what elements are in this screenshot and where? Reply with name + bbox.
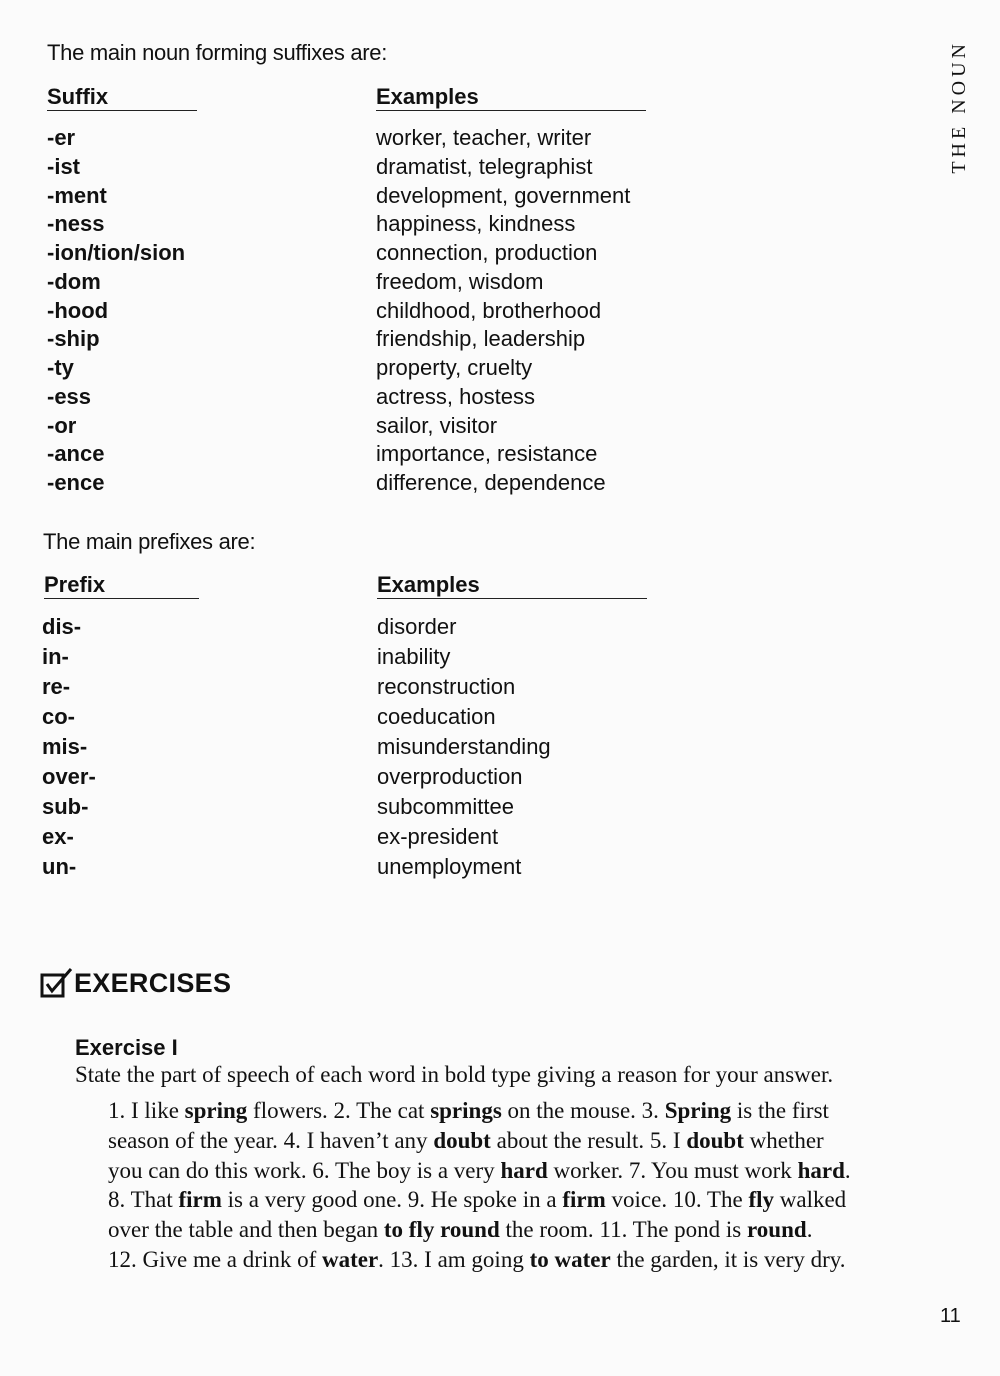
- exercise-line: [108, 1215, 908, 1245]
- prefix-item: over-: [42, 764, 96, 789]
- line-text: the garden, it is very dry.: [610, 1246, 846, 1272]
- exercises-heading: [40, 966, 231, 1000]
- suffix-item: -dom: [47, 268, 101, 294]
- suffix-example-item: importance, resistance: [376, 441, 598, 467]
- prefix-example-item: misunderstanding: [377, 734, 551, 759]
- prefix-example-item: disorder: [377, 614, 457, 639]
- suffix-item: -ion/tion/sion: [47, 240, 186, 265]
- exercise-line: [108, 1126, 908, 1156]
- bold-word: to fly round: [383, 1217, 500, 1243]
- prefix-item: mis-: [42, 734, 88, 759]
- suffix-intro: The main noun forming suffixes are:: [47, 40, 388, 65]
- line-text: worker. 7. You must work: [547, 1157, 798, 1183]
- line-text: on the mouse. 3.: [501, 1098, 665, 1123]
- exercise-line: [108, 1245, 908, 1275]
- line-text: 1. I like: [108, 1098, 185, 1123]
- line-text: .: [844, 1157, 851, 1183]
- bold-word: firm: [178, 1187, 222, 1213]
- prefix-list: [42, 612, 96, 882]
- suffix-column-header: Suffix: [47, 84, 109, 109]
- prefix-item: dis-: [42, 614, 82, 639]
- suffix-example-item: dramatist, telegraphist: [376, 153, 593, 179]
- suffix-item: -ty: [47, 355, 74, 380]
- bold-word: to water: [529, 1246, 611, 1272]
- line-text: walked: [774, 1187, 847, 1213]
- prefix-example-item: ex-president: [377, 824, 499, 849]
- prefix-item: sub-: [42, 794, 89, 819]
- prefix-item: co-: [42, 704, 75, 729]
- bold-word: doubt: [433, 1127, 491, 1153]
- line-text: voice. 10. The: [605, 1187, 749, 1213]
- suffix-example-item: connection, production: [376, 240, 598, 265]
- suffix-example-item: friendship, leadership: [376, 326, 586, 352]
- line-text: .: [806, 1217, 813, 1243]
- suffix-item: -ence: [47, 470, 105, 495]
- line-text: you can do this work. 6. The boy is a very: [108, 1157, 501, 1183]
- line-text: flowers. 2. The cat: [247, 1098, 431, 1123]
- suffix-item: -ment: [47, 182, 107, 208]
- bold-word: water: [321, 1246, 379, 1272]
- suffix-item: -ess: [47, 383, 92, 409]
- prefix-examples-header: Examples: [377, 572, 480, 597]
- prefix-examples-list: [377, 612, 551, 882]
- suffix-examples-list: [376, 124, 630, 498]
- suffix-item: -ship: [47, 326, 100, 352]
- exercise-body: [108, 1096, 908, 1275]
- exercise-line: [108, 1185, 908, 1215]
- suffix-item: -hood: [47, 297, 109, 323]
- prefix-example-item: subcommittee: [377, 794, 514, 819]
- prefix-intro: The main prefixes are:: [43, 529, 256, 554]
- bold-word: hard: [797, 1157, 845, 1183]
- suffix-example-item: actress, hostess: [376, 383, 535, 409]
- prefix-header-rule: [44, 598, 199, 599]
- line-text: is the first: [731, 1098, 829, 1123]
- line-text: . 13. I am going: [378, 1246, 530, 1272]
- suffix-example-item: freedom, wisdom: [376, 268, 544, 294]
- suffix-example-item: property, cruelty: [376, 355, 533, 380]
- line-text: 8. That: [108, 1187, 179, 1213]
- suffix-example-item: worker, teacher, writer: [376, 125, 592, 150]
- bold-word: spring: [184, 1098, 248, 1123]
- suffix-examples-rule: [376, 110, 646, 111]
- line-text: over the table and then began: [108, 1217, 384, 1243]
- line-text: the room. 11. The pond is: [499, 1217, 748, 1243]
- suffix-example-item: childhood, brotherhood: [376, 297, 602, 323]
- prefix-example-item: coeducation: [377, 704, 496, 729]
- side-running-title: THE NOUN: [948, 40, 970, 174]
- line-text: 12. Give me a drink of: [108, 1246, 322, 1272]
- prefix-item: in-: [42, 644, 69, 669]
- bold-word: firm: [562, 1187, 606, 1213]
- exercise-line: [108, 1156, 908, 1186]
- bold-word: springs: [430, 1098, 502, 1123]
- prefix-example-item: overproduction: [377, 764, 523, 789]
- line-text: is a very good one. 9. He spoke in a: [221, 1187, 563, 1213]
- exercises-heading-text: EXERCISES: [74, 967, 232, 998]
- suffix-example-item: difference, dependence: [376, 470, 606, 495]
- prefix-column-header: Prefix: [44, 572, 106, 597]
- prefix-example-item: reconstruction: [377, 674, 516, 699]
- bold-word: Spring: [664, 1098, 732, 1123]
- suffix-item: -or: [47, 412, 77, 438]
- line-text: season of the year. 4. I haven’t any: [108, 1127, 434, 1153]
- exercise-line: [108, 1096, 908, 1126]
- prefix-item: un-: [42, 854, 77, 879]
- suffix-examples-header: Examples: [376, 84, 479, 109]
- exercise-title: Exercise I: [75, 1035, 178, 1060]
- suffix-item: -ness: [47, 211, 105, 237]
- exercise-instruction: State the part of speech of each word in bold type giving a reason for your answer.: [75, 1062, 834, 1087]
- suffix-item: -ance: [47, 441, 105, 467]
- checkbox-checked-icon: [40, 966, 74, 1000]
- suffix-header-rule: [47, 110, 197, 111]
- page-number: 11: [940, 1305, 961, 1327]
- bold-word: round: [747, 1217, 807, 1243]
- bold-word: doubt: [686, 1127, 744, 1153]
- prefix-examples-rule: [377, 598, 647, 599]
- prefix-item: ex-: [42, 824, 74, 849]
- bold-word: fly: [748, 1187, 774, 1213]
- suffix-list: [47, 124, 185, 498]
- suffix-item: -er: [47, 125, 76, 150]
- bold-word: hard: [500, 1157, 548, 1183]
- line-text: whether: [743, 1127, 824, 1153]
- prefix-example-item: inability: [377, 644, 451, 669]
- suffix-example-item: sailor, visitor: [376, 412, 498, 438]
- prefix-example-item: unemployment: [377, 854, 522, 879]
- suffix-item: -ist: [47, 153, 80, 179]
- suffix-example-item: development, government: [376, 182, 631, 208]
- suffix-example-item: happiness, kindness: [376, 211, 576, 237]
- prefix-item: re-: [42, 674, 71, 699]
- line-text: about the result. 5. I: [490, 1127, 687, 1153]
